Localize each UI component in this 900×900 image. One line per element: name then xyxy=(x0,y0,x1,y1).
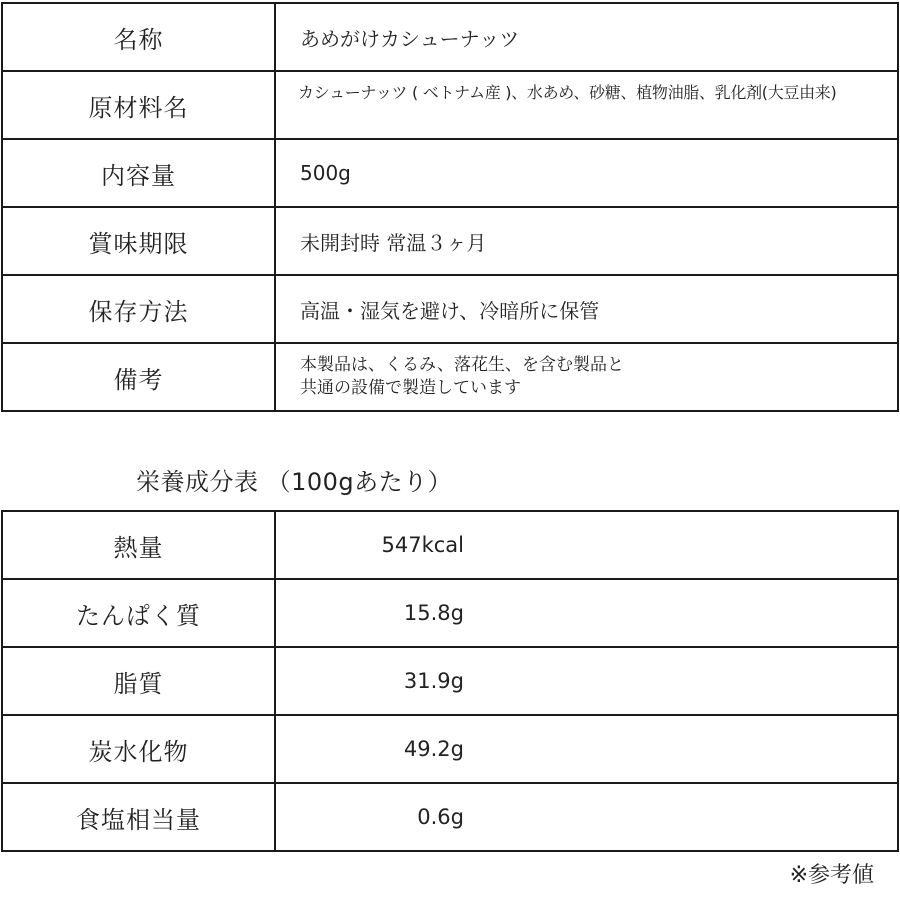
table-row xyxy=(2,71,898,139)
product-info-table xyxy=(1,2,899,412)
table-row xyxy=(2,275,898,343)
row-label-best-before: 賞味期限 xyxy=(2,207,275,275)
table-row xyxy=(2,139,898,207)
row-value-contents: 500g xyxy=(275,139,898,207)
table-row xyxy=(2,343,898,411)
table-row xyxy=(2,207,898,275)
table-row xyxy=(2,3,898,71)
nutrition-title: 栄養成分表 （100gあたり） xyxy=(136,468,453,496)
row-label-ingredients: 原材料名 xyxy=(2,71,275,139)
nutrition-value-salt: 0.6g xyxy=(275,783,898,851)
nutrition-value-fat: 31.9g xyxy=(275,647,898,715)
table-row xyxy=(2,511,898,579)
row-value-name: あめがけカシューナッツ xyxy=(275,3,898,71)
nutrition-value-carbohydrate: 49.2g xyxy=(275,715,898,783)
row-label-name: 名称 xyxy=(2,3,275,71)
nutrition-label-energy: 熱量 xyxy=(2,511,275,579)
row-value-remarks xyxy=(275,343,898,411)
reference-note: ※参考値 xyxy=(789,863,874,888)
table-row xyxy=(2,647,898,715)
row-label-storage: 保存方法 xyxy=(2,275,275,343)
table-row xyxy=(2,579,898,647)
nutrition-label-salt: 食塩相当量 xyxy=(2,783,275,851)
remarks-line-2: 共通の設備で製造しています xyxy=(300,378,521,398)
row-label-contents: 内容量 xyxy=(2,139,275,207)
table-row xyxy=(2,783,898,851)
table-row xyxy=(2,715,898,783)
row-label-remarks: 備考 xyxy=(2,343,275,411)
nutrition-table xyxy=(1,510,899,852)
remarks-line-1: 本製品は、くるみ、落花生、を含む製品と xyxy=(300,355,625,375)
row-value-best-before: 未開封時 常温３ヶ月 xyxy=(275,207,898,275)
row-value-ingredients: カシューナッツ ( ベトナム産 )、水あめ、砂糖、植物油脂、乳化剤(大豆由来) xyxy=(298,83,837,102)
nutrition-label-carbohydrate: 炭水化物 xyxy=(2,715,275,783)
row-value-ingredients-cell xyxy=(275,71,898,139)
row-value-storage: 高温・湿気を避け、冷暗所に保管 xyxy=(275,275,898,343)
nutrition-label-fat: 脂質 xyxy=(2,647,275,715)
nutrition-value-energy: 547kcal xyxy=(275,511,898,579)
nutrition-label-protein: たんぱく質 xyxy=(2,579,275,647)
nutrition-value-protein: 15.8g xyxy=(275,579,898,647)
